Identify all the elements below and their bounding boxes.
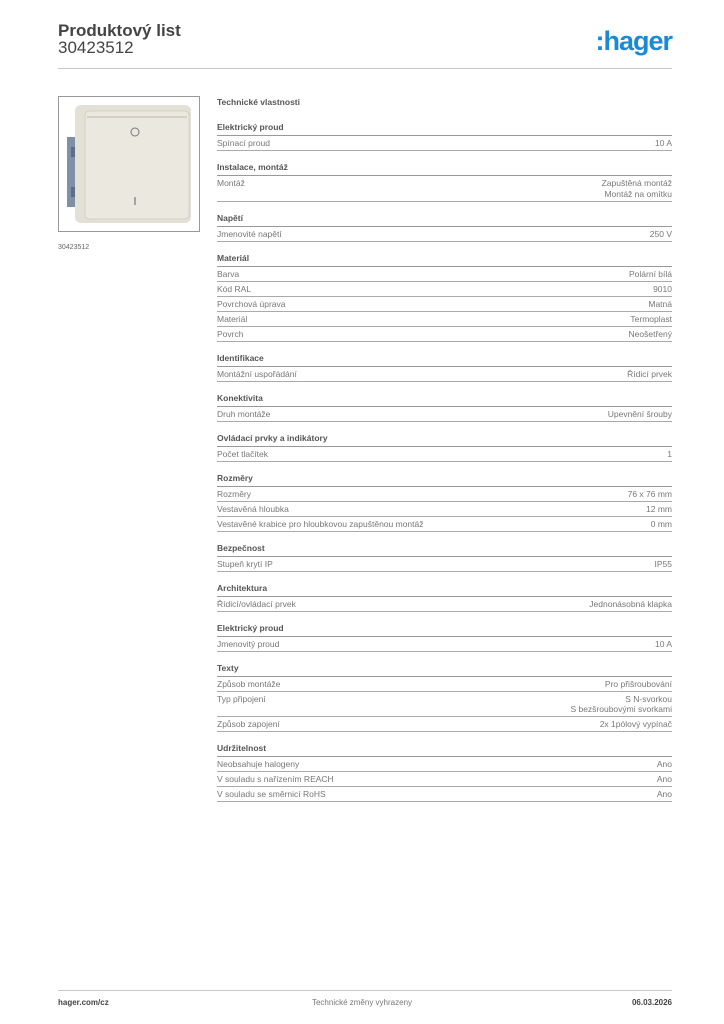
spec-section: [217, 542, 672, 572]
spec-value: [600, 719, 672, 730]
spec-value-line: Zapuštěná montáž: [601, 178, 672, 188]
spec-value: [630, 314, 672, 325]
spec-value: [627, 369, 672, 380]
section-heading: Ovládací prvky a indikátory: [217, 432, 672, 447]
spec-label: Vestavěná hloubka: [217, 503, 289, 514]
section-heading: Bezpečnost: [217, 542, 672, 557]
product-code: 30423512: [58, 38, 134, 57]
section-heading: Texty: [217, 662, 672, 677]
spec-label: Kód RAL: [217, 283, 252, 294]
spec-value: [655, 138, 672, 149]
spec-value: [655, 639, 672, 650]
spec-row: [217, 282, 672, 297]
spec-value-line: Matná: [648, 298, 672, 309]
spec-label: Povrchová úprava: [217, 298, 286, 309]
spec-value: [570, 694, 672, 715]
spec-section: [217, 662, 672, 733]
spec-row: [217, 312, 672, 327]
section-heading: Instalace, montáž: [217, 161, 672, 176]
spec-value: [646, 504, 672, 515]
spec-row: [217, 267, 672, 282]
spec-value-line: Pro přišroubování: [604, 678, 672, 689]
spec-value: [667, 449, 672, 460]
spec-value-line: Jednonásobná klapka: [589, 598, 672, 609]
spec-label: Jmenovité napětí: [217, 228, 282, 239]
spec-label: Montážní uspořádání: [217, 368, 297, 379]
spec-value-line: Termoplast: [630, 313, 672, 324]
section-heading: Konektivita: [217, 392, 672, 407]
spec-label: Počet tlačítek: [217, 448, 269, 459]
spec-value: [628, 489, 672, 500]
spec-value-line: Polární bílá: [629, 268, 672, 279]
spec-label: Způsob zapojení: [217, 719, 280, 729]
spec-value: [651, 519, 672, 530]
section-heading: Materiál: [217, 252, 672, 267]
spec-value: [657, 759, 672, 770]
spec-label: Montáž: [217, 178, 245, 188]
header-divider: [58, 68, 672, 69]
spec-value-line: Ano: [656, 774, 672, 784]
spec-section: [217, 212, 672, 242]
spec-section: [217, 352, 672, 382]
spec-label: V souladu se směrnicí RoHS: [217, 789, 326, 799]
section-heading: Udržitelnost: [217, 742, 672, 757]
spec-label: Vestavěné krabice pro hloubkovou zapuštěnou montáž: [217, 518, 424, 529]
spec-value-line: Řídicí prvek: [627, 368, 672, 379]
spec-label: Druh montáže: [217, 408, 271, 419]
spec-row: [217, 176, 672, 202]
spec-label: Barva: [217, 268, 240, 279]
spec-value-line: Ano: [656, 789, 672, 799]
spec-row: [217, 447, 672, 462]
spec-row: [217, 327, 672, 342]
spec-section: [217, 432, 672, 462]
spec-row: [217, 757, 672, 772]
spec-value: [653, 284, 672, 295]
spec-row: [217, 502, 672, 517]
footer-divider: [58, 990, 672, 991]
spec-row: [217, 487, 672, 502]
spec-label: Typ připojení: [217, 693, 266, 704]
spec-row: [217, 557, 672, 572]
spec-row: [217, 227, 672, 242]
spec-label: Povrch: [217, 328, 244, 339]
spec-value-line: Upevnění šrouby: [607, 408, 672, 419]
spec-label: Stupeň krytí IP: [217, 558, 273, 569]
spec-label: Řídicí/ovládací prvek: [217, 598, 296, 609]
spec-row: [217, 787, 672, 802]
spec-row: [217, 717, 672, 732]
section-heading: Rozměry: [217, 472, 672, 487]
spec-value: [657, 774, 672, 785]
footer-disclaimer: Technické změny vyhrazeny: [311, 998, 413, 1007]
page-title: Produktový list: [58, 21, 181, 40]
spec-value-line: S N-svorkou: [625, 693, 672, 704]
spec-row: [217, 136, 672, 151]
spec-section: [217, 622, 672, 652]
section-heading: Napětí: [217, 212, 672, 227]
image-caption: 30423512: [58, 244, 90, 251]
spec-row: [217, 407, 672, 422]
spec-label: Spínací proud: [217, 138, 270, 148]
footer-website-link[interactable]: hager.com/cz: [58, 998, 109, 1007]
spec-row: [217, 677, 672, 692]
spec-value-line: IP55: [654, 558, 672, 569]
switch-image-icon: [59, 97, 199, 231]
spec-row: [217, 367, 672, 382]
spec-label: V souladu s nařízením REACH: [217, 774, 334, 784]
spec-section: [217, 582, 672, 612]
spec-section: [217, 121, 672, 151]
spec-section: [217, 742, 672, 802]
section-heading: Architektura: [217, 582, 672, 597]
spec-label: Rozměry: [217, 488, 252, 499]
spec-value: [608, 409, 672, 420]
spec-row: [217, 637, 672, 652]
spec-value: [648, 299, 672, 310]
spec-value-line: 1: [667, 448, 672, 459]
spec-row: [217, 597, 672, 612]
spec-sections: [217, 121, 672, 802]
spec-value: [657, 789, 672, 800]
spec-row: [217, 772, 672, 787]
spec-value-line: Montáž na omítku: [604, 188, 672, 199]
spec-value-line: 76 x 76 mm: [627, 488, 672, 499]
spec-label: Způsob montáže: [217, 678, 281, 689]
spec-value: [650, 229, 672, 240]
spec-value-line: 10 A: [654, 138, 672, 148]
technical-specs: [217, 96, 672, 812]
spec-value: [605, 679, 672, 690]
specs-title: Technické vlastnosti: [217, 97, 300, 107]
product-image: [58, 96, 200, 232]
spec-value-line: 0 mm: [650, 518, 672, 529]
section-heading: Elektrický proud: [217, 622, 672, 637]
spec-label: Jmenovitý proud: [217, 638, 280, 649]
spec-value: [655, 559, 673, 570]
spec-value: [629, 269, 672, 280]
spec-value-line: S bezšroubovými svorkami: [570, 704, 672, 714]
spec-row: [217, 517, 672, 532]
spec-value-line: Ano: [656, 759, 672, 769]
section-heading: Identifikace: [217, 352, 672, 367]
spec-section: [217, 392, 672, 422]
spec-value-line: 250 V: [649, 228, 672, 239]
spec-value-line: 9010: [653, 283, 672, 294]
spec-row: [217, 297, 672, 312]
footer-date: 06.03.2026: [631, 998, 672, 1007]
spec-value: [629, 329, 672, 340]
spec-value-line: 2x 1pólový vypínač: [599, 719, 672, 729]
section-heading: Elektrický proud: [217, 121, 672, 136]
hager-logo: :hager: [595, 26, 672, 56]
spec-value-line: Neošetřený: [628, 328, 672, 339]
spec-label: Neobsahuje halogeny: [217, 759, 300, 769]
spec-value-line: 12 mm: [646, 503, 672, 514]
spec-value: [602, 178, 672, 199]
spec-section: [217, 252, 672, 342]
spec-value-line: 10 A: [654, 638, 672, 649]
spec-section: [217, 161, 672, 202]
spec-section: [217, 472, 672, 532]
spec-value: [589, 599, 672, 610]
spec-label: Materiál: [217, 313, 248, 324]
spec-row: [217, 692, 672, 718]
